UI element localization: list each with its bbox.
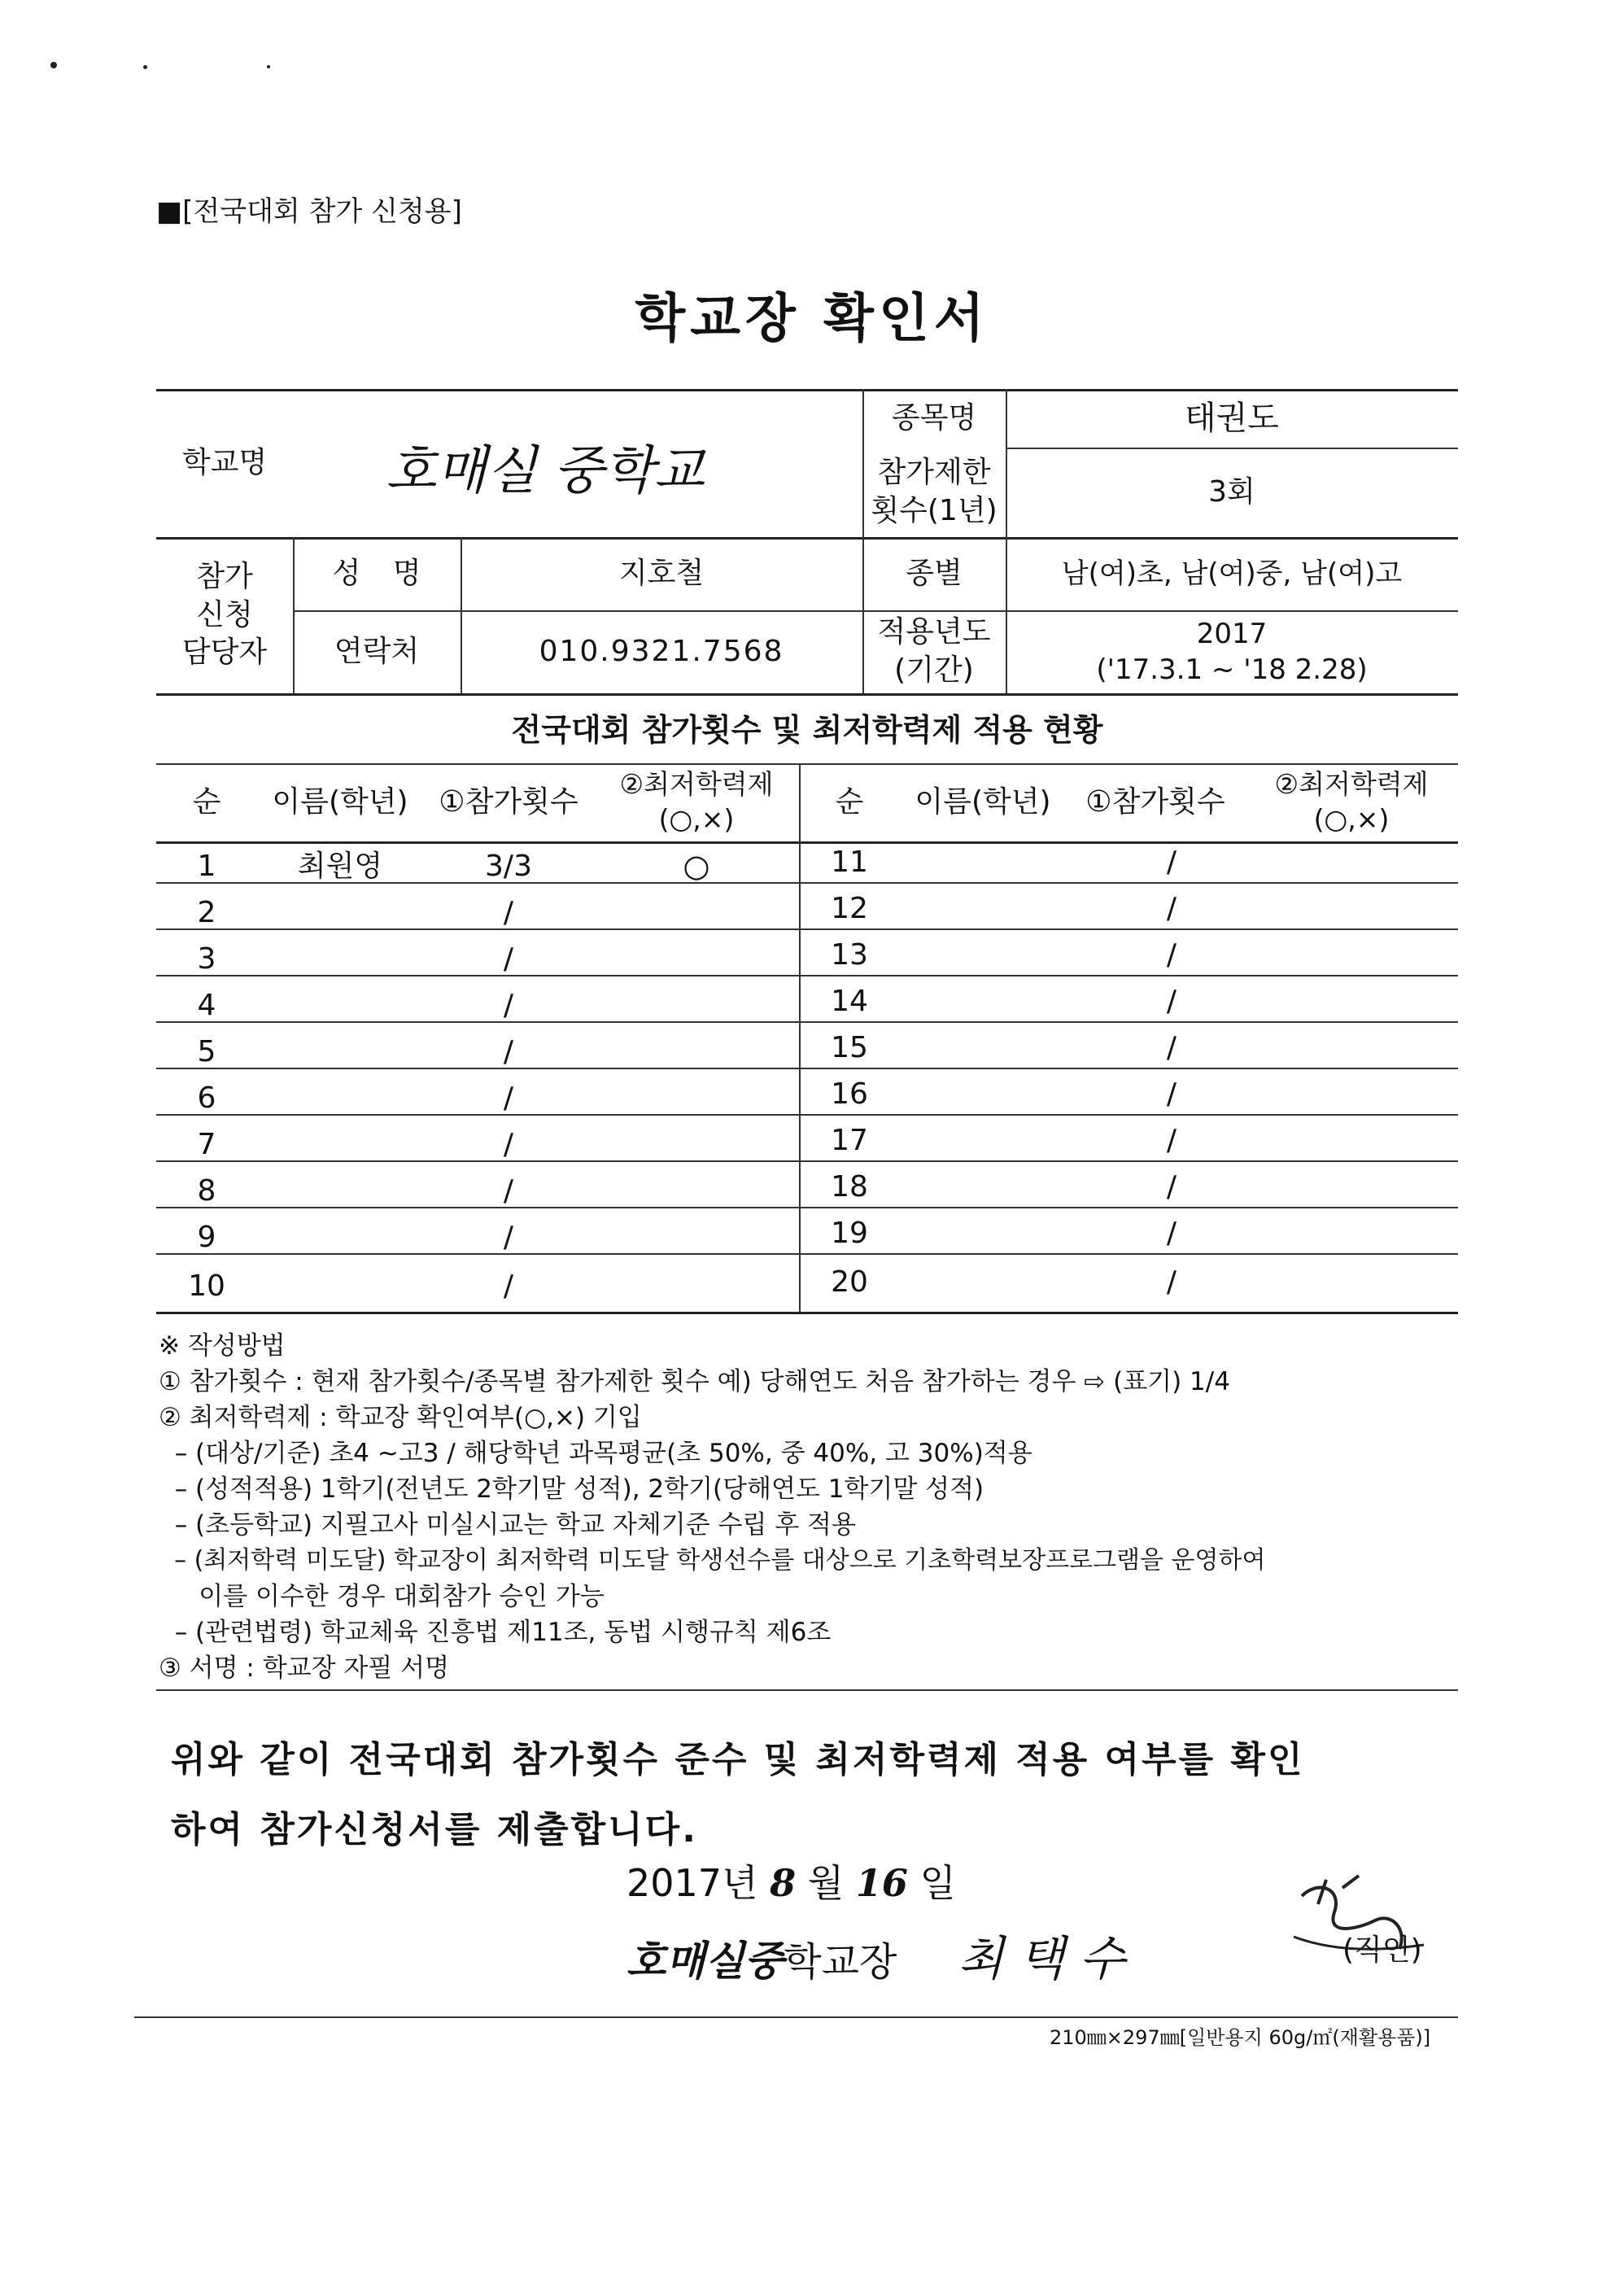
row-number: 10 [188, 1269, 225, 1303]
row-count: / [1166, 1169, 1177, 1204]
row-number: 14 [831, 984, 868, 1018]
row-count: / [1166, 1077, 1177, 1111]
signature-title: 학교장 [784, 1939, 897, 1985]
row-count: / [1166, 1265, 1177, 1299]
row-number: 6 [197, 1081, 216, 1115]
row-name: 최원영 [297, 849, 383, 883]
row-count: / [1166, 1030, 1177, 1064]
instruction-line: ③ 서명 : 학교장 자필 서명 [159, 1654, 450, 1683]
instruction-line: – (성적적용) 1학기(전년도 2학기말 성적), 2학기(당해연도 1학기말 성적) [159, 1475, 984, 1504]
event-label: 종목명 [891, 400, 977, 435]
row-number: 1 [197, 849, 216, 883]
row-count: / [1166, 984, 1177, 1018]
row-count: / [1166, 937, 1177, 972]
col-header-no: 순 [835, 784, 864, 819]
contact-label: 연락처 [334, 634, 420, 668]
instruction-line: ※ 작성방법 [159, 1331, 286, 1361]
rule [134, 2016, 1458, 2018]
row-count: / [503, 1127, 514, 1161]
category-value: 남(여)초, 남(여)중, 남(여)고 [1061, 557, 1403, 590]
date-month: 8 [770, 1861, 797, 1905]
signature-line [626, 1920, 1125, 1989]
date-line [626, 1854, 956, 1907]
row-number: 5 [197, 1034, 216, 1068]
row-count: / [503, 988, 514, 1022]
row-number: 20 [831, 1265, 868, 1299]
section-title: 전국대회 참가횟수 및 최저학력제 적용 현황 [511, 712, 1103, 749]
declaration [171, 1725, 1304, 1865]
col-header-name: 이름(학년) [915, 784, 1051, 819]
row-count: / [503, 942, 514, 976]
row-count: / [1166, 1123, 1177, 1157]
date-day-unit: 일 [919, 1861, 956, 1905]
declaration-line: 하여 참가신청서를 제출합니다. [171, 1809, 698, 1850]
instruction-line: – (초등학교) 지필고사 미실시교는 학교 자체기준 수립 후 적용 [159, 1510, 856, 1540]
category-label: 종별 [906, 556, 963, 590]
instruction-line: ① 참가횟수 : 현재 참가횟수/종목별 참가제한 횟수 예) 당해연도 처음 참가하는 경우 ⇨ (표기) 1/4 [159, 1367, 1230, 1396]
contact-value: 010.9321.7568 [539, 634, 784, 668]
row-number: 4 [197, 988, 216, 1022]
instructions [159, 1328, 1265, 1686]
row-count: / [503, 1269, 514, 1303]
row-number: 2 [197, 895, 216, 929]
instruction-line: 이를 이수한 경우 대회참가 승인 가능 [159, 1582, 605, 1611]
row-number: 13 [831, 937, 868, 972]
date-year: 2017년 [626, 1861, 758, 1905]
row-count: / [503, 1034, 514, 1068]
col-header-count: ①참가횟수 [439, 784, 578, 819]
row-number: 17 [831, 1123, 868, 1157]
seal-text: (직인) [1342, 1933, 1422, 1967]
row-count: / [503, 1081, 514, 1115]
scan-speck [267, 65, 270, 68]
row-count: / [1166, 891, 1177, 925]
row-count: / [503, 1173, 514, 1208]
declaration-line: 위와 같이 전국대회 참가횟수 준수 및 최저학력제 적용 여부를 확인 [171, 1739, 1305, 1780]
date-month-unit: 월 [807, 1861, 845, 1905]
row-count: / [1166, 1216, 1177, 1250]
scan-speck [143, 65, 147, 69]
rule [156, 693, 1458, 696]
col-header-no: 순 [192, 784, 221, 819]
date-day: 16 [855, 1861, 908, 1905]
page-title: 학교장 확인서 [635, 289, 989, 349]
paper-spec: 210㎜×297㎜[일반용지 60g/㎡(재활용품)] [1050, 2026, 1431, 2049]
year-value: 2017 ('17.3.1 ~ '18 2.28) [1096, 617, 1368, 686]
limit-value: 3회 [1208, 474, 1255, 509]
school-name-label: 학교명 [181, 445, 268, 479]
row-number: 11 [831, 845, 868, 879]
scan-speck [50, 62, 57, 68]
school-name-value: 호매실 중학교 [386, 441, 705, 502]
instruction-line: ② 최저학력제 : 학교장 확인여부(○,×) 기입 [159, 1403, 642, 1432]
row-count: / [503, 895, 514, 929]
row-count: / [503, 1220, 514, 1254]
form-tag: ■[전국대회 참가 신청용] [156, 195, 462, 228]
applicant-name-label: 성 명 [332, 556, 421, 590]
row-count: / [1166, 845, 1177, 879]
rule [156, 1689, 1458, 1691]
limit-label: 참가제한 횟수(1년) [871, 456, 998, 527]
col-header-min: ②최저학력제 (○,×) [1274, 768, 1429, 835]
year-label: 적용년도 (기간) [877, 615, 991, 687]
row-min: ○ [683, 848, 710, 885]
col-header-count: ①참가횟수 [1085, 784, 1225, 819]
col-header-min: ②최저학력제 (○,×) [619, 768, 774, 835]
row-number: 8 [197, 1173, 216, 1208]
row-number: 9 [197, 1220, 216, 1254]
row-number: 16 [831, 1077, 868, 1111]
signature-name: 최 택 수 [958, 1931, 1125, 1986]
row-number: 19 [831, 1216, 868, 1250]
row-count: 3/3 [485, 849, 532, 883]
applicant-name-value: 지호철 [618, 556, 705, 590]
official-seal [1269, 1872, 1440, 1977]
row-number: 12 [831, 891, 868, 925]
row-number: 15 [831, 1030, 868, 1064]
instruction-line: – (대상/기준) 초4 ~고3 / 해당학년 과목평균(초 50%, 중 40%, 고 30%)적용 [159, 1439, 1032, 1468]
signature-school: 호매실중 [626, 1937, 784, 1985]
event-value: 태권도 [1185, 400, 1279, 437]
row-number: 18 [831, 1169, 868, 1204]
instruction-line: – (관련법령) 학교체육 진흥법 제11조, 동법 시행규칙 제6조 [159, 1618, 832, 1647]
instruction-line: – (최저학력 미도달) 학교장이 최저학력 미도달 학생선수를 대상으로 기초학력보장프로그램을 운영하여 [159, 1546, 1266, 1575]
applicant-label: 참가 신청 담당자 [181, 559, 268, 670]
rule [156, 1312, 1458, 1314]
row-number: 3 [197, 942, 216, 976]
row-number: 7 [197, 1127, 216, 1161]
col-header-name: 이름(학년) [272, 784, 408, 819]
